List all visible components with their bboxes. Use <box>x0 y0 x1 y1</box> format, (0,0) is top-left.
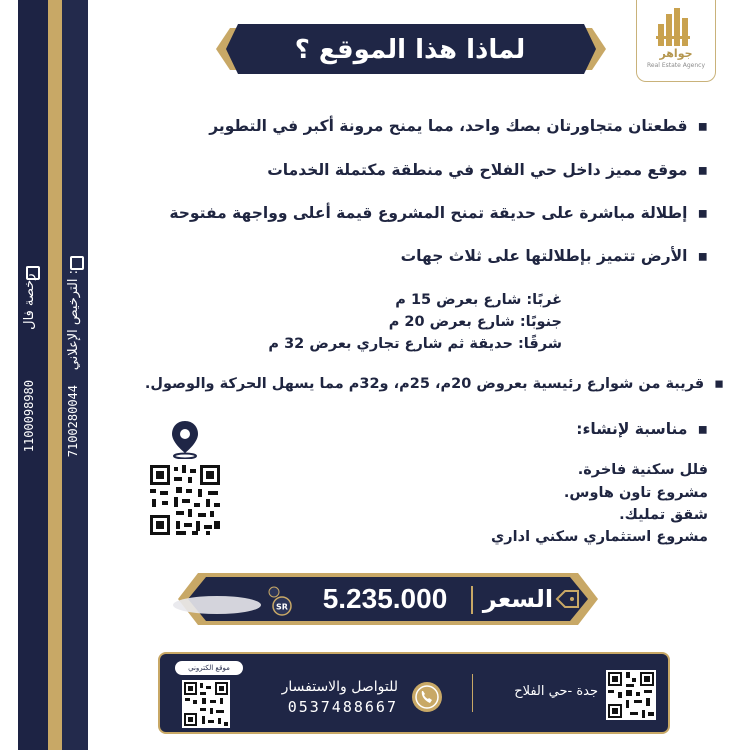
ad-license-icon <box>70 256 84 270</box>
price-tag-icon <box>555 588 581 610</box>
street-south: جنوبًا: شارع بعرض 20 م <box>388 314 562 330</box>
side-strip-gold <box>48 0 62 750</box>
qr-code[interactable] <box>148 463 222 537</box>
logo-subtitle: Real Estate Agency <box>647 62 705 69</box>
street-east: شرقًا: حديقة ثم شارع تجاري بعرض 32 م <box>268 336 562 352</box>
svg-text:SR: SR <box>276 602 288 612</box>
license-a-label: رخصة فال : <box>22 265 37 330</box>
street-west: غربًا: شارع بعرض 15 م <box>395 292 562 308</box>
price-label: السعر <box>482 585 554 613</box>
website-qr-code[interactable] <box>182 680 230 728</box>
price-value: 5.235.000 <box>322 583 448 614</box>
page-title: لماذا هذا الموقع ؟ <box>294 35 526 65</box>
license-b-label: الترخيص الإعلاني : <box>66 270 81 371</box>
use-item: مشروع استثماري سكني اداري <box>491 529 708 545</box>
blur-smudge <box>172 593 262 617</box>
phone-icon[interactable] <box>410 680 444 714</box>
license-a-number: 1100098980 <box>22 380 36 453</box>
location-pin-icon <box>168 419 202 459</box>
logo-name: جواهر <box>659 47 693 60</box>
building-logo-icon <box>654 6 694 48</box>
use-item: مشروع تاون هاوس. <box>563 485 708 501</box>
use-item: شقق تمليك. <box>619 507 708 523</box>
use-item: فلل سكنية فاخرة. <box>577 462 708 478</box>
feature-item: ▪الأرض تتميز بإطلالتها على ثلاث جهات <box>400 247 708 265</box>
contact-label: للتواصل والاستفسار <box>281 679 398 695</box>
qr-website-label: موقع الكتروني <box>175 661 243 675</box>
side-strip-navy <box>62 0 88 750</box>
license-b-number: 7100280044 <box>66 385 80 458</box>
location-qr-code[interactable] <box>606 670 656 720</box>
location-label: جدة -حي الفلاح <box>514 684 598 699</box>
feature-item: ▪موقع مميز داخل حي الفلاح في منطقة مكتملة الخدمات <box>267 161 708 179</box>
side-strip-dark <box>18 0 48 750</box>
feature-item-suitable: ▪مناسبة لإنشاء: <box>576 420 708 438</box>
feature-item: ▪إطلالة مباشرة على حديقة تمنح المشروع قيمة أعلى وواجهة مفتوحة <box>169 204 708 222</box>
contact-divider <box>472 674 473 712</box>
contact-phone[interactable]: 0537488667 <box>287 698 398 716</box>
saudi-riyal-icon <box>262 582 302 622</box>
price-separator <box>471 586 473 614</box>
feature-item-roads: ▪قريبة من شوارع رئيسية بعروض 20م، 25م، و32م مما يسهل الحركة والوصول. <box>144 376 724 392</box>
feature-item: ▪قطعتان متجاورتان بصك واحد، مما يمنح مرونة أكبر في التطوير <box>209 117 708 135</box>
